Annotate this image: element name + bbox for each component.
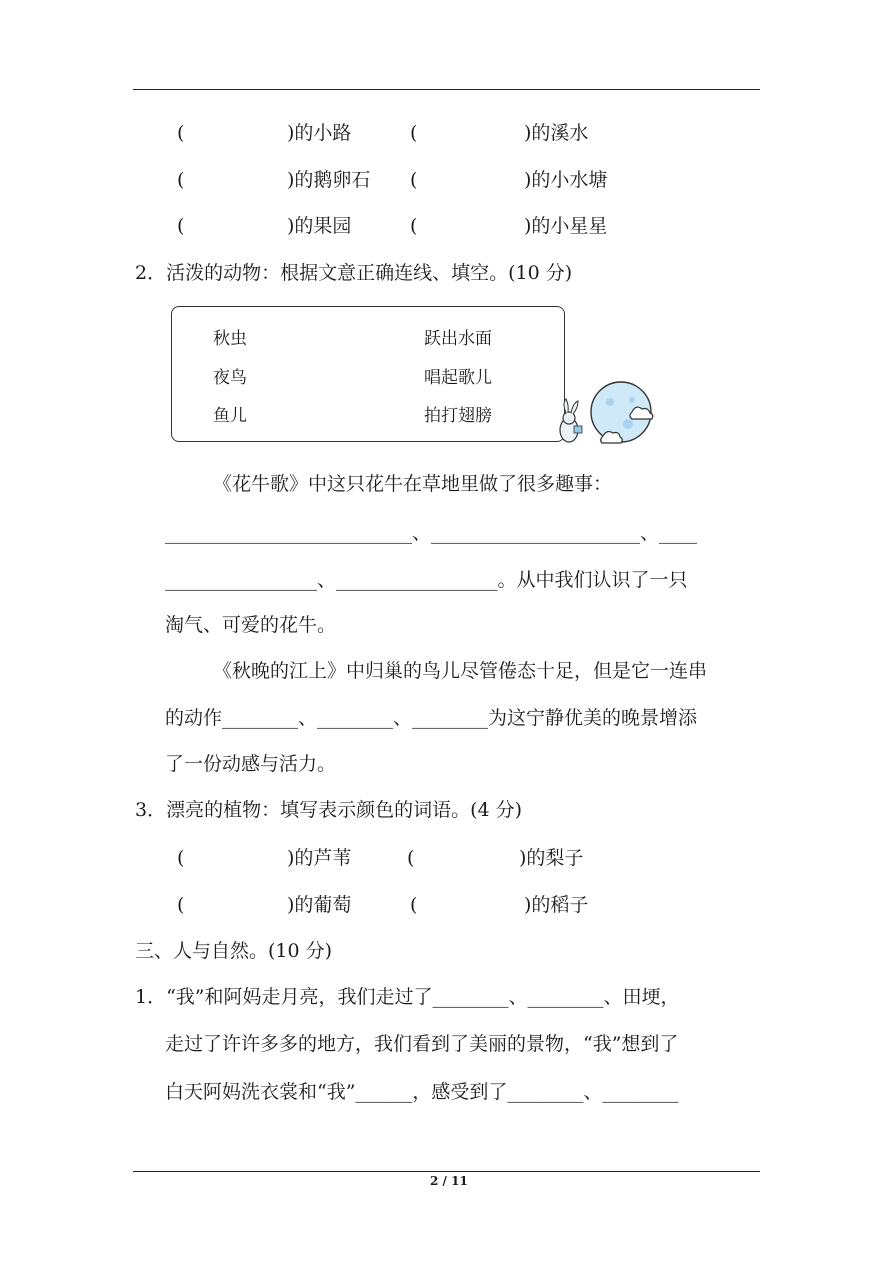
q2-para2-line3: 了一份动感与活力。 (165, 753, 337, 775)
match-left-3: 鱼儿 (213, 406, 247, 426)
q1-r2-open-b: ( (410, 169, 418, 191)
q2-para2-line1: 《秋晚的江上》中归巢的鸟儿尽管倦态十足，但是它一连串 (213, 660, 708, 682)
section3-line3: 白天阿妈洗衣裳和“我”______，感受到了________、________ (165, 1081, 679, 1103)
q1-r2-open-a: ( (177, 169, 185, 191)
q1-r2-label-a: )的鹅卵石 (287, 169, 371, 191)
section3-title: 三、人与自然。(10 分) (135, 940, 333, 962)
q1-r1-label-a: )的小路 (287, 122, 352, 144)
q2-para1-line4: 淘气、可爱的花牛。 (165, 614, 337, 636)
q3-r1-label-a: )的芦苇 (287, 847, 352, 869)
bottom-rule (133, 1171, 760, 1172)
page-number: 2 / 11 (430, 1174, 468, 1188)
q3-r1-open-b: ( (407, 847, 415, 869)
section3-line1: 1．“我”和阿妈走月亮，我们走过了________、________、田埂， (135, 986, 680, 1008)
q1-r3-open-b: ( (410, 215, 418, 237)
section3-line2: 走过了许许多多的地方，我们看到了美丽的景物，“我”想到了 (165, 1033, 679, 1055)
match-left-1: 秋虫 (213, 329, 247, 349)
q3-r2-open-a: ( (177, 894, 185, 916)
moon-rabbit-illustration (550, 378, 660, 448)
q2-para1-line3: ________________、_________________。从中我们认识了一只 (165, 569, 688, 591)
match-right-1: 跃出水面 (424, 329, 492, 349)
q2-para2-line2: 的动作________、________、________为这宁静优美的晚景增添 (165, 707, 698, 729)
q3-r2-label-a: )的葡萄 (287, 894, 352, 916)
q1-r3-open-a: ( (177, 215, 185, 237)
q1-r2-label-b: )的小水塘 (524, 169, 608, 191)
q1-r3-label-b: )的小星星 (524, 215, 608, 237)
q2-para1-line1: 《花牛歌》中这只花牛在草地里做了很多趣事： (213, 473, 613, 495)
q1-r1-label-b: )的溪水 (524, 122, 589, 144)
match-right-2: 唱起歌儿 (424, 368, 492, 388)
q1-r1-open-a: ( (177, 122, 185, 144)
match-right-3: 拍打翅膀 (424, 406, 492, 426)
top-rule (133, 89, 760, 90)
q1-r1-open-b: ( (410, 122, 418, 144)
q3-title: 3．漂亮的植物：填写表示颜色的词语。(4 分) (135, 799, 523, 821)
q2-para1-line2: __________________________、______________________、____ (165, 522, 698, 544)
q1-r3-label-a: )的果园 (287, 215, 352, 237)
q2-title: 2．活泼的动物：根据文意正确连线、填空。(10 分) (135, 262, 573, 284)
q3-r2-label-b: )的稻子 (524, 894, 589, 916)
q3-r1-label-b: )的梨子 (519, 847, 584, 869)
q3-r2-open-b: ( (410, 894, 418, 916)
match-left-2: 夜鸟 (213, 368, 247, 388)
q3-r1-open-a: ( (177, 847, 185, 869)
